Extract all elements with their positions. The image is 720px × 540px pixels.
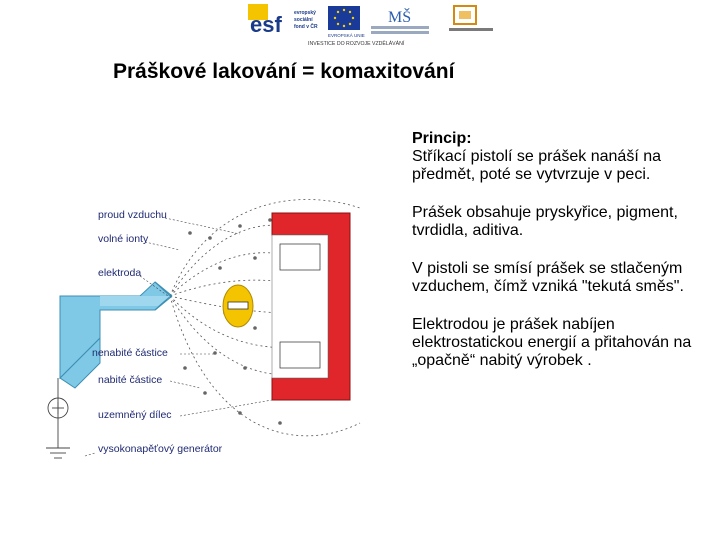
label-uncharged-particles: nenabité částice [92,347,168,359]
svg-text:esf: esf [250,12,282,37]
label-free-ions: volné ionty [98,233,149,245]
label-grounded-part: uzemněný dílec [98,409,172,421]
header-logos [246,0,496,48]
principle-heading: Princip: [412,130,472,147]
esf-text-line-3: fond v ČR [294,24,318,30]
mixing-paragraph: V pistoli se smísí prášek se stlačeným vzduchem, čímž vzniká "tekutá směs". [412,260,684,295]
spray-gun [60,282,172,388]
label-charged-particles: nabité částice [98,374,163,386]
msmt-logo [371,7,429,34]
esf-text-line-2: sociální [294,17,313,23]
esf-logo [248,4,318,37]
composition-paragraph: Prášek obsahuje pryskyřice, pigment, tvrdidla, aditiva. [412,204,678,239]
label-electrode: elektroda [98,267,142,279]
principle-paragraph [412,130,712,184]
eu-flag-logo [328,6,365,38]
text-column [412,130,712,390]
op-vk-logo [449,6,493,31]
powder-coating-diagram [40,178,400,478]
label-hv-generator: vysokonapěťový generátor [98,443,223,455]
esf-text-line-1: evropský [294,10,316,16]
page-title: Práškové lakování = komaxitování [113,60,455,83]
tagline: INVESTICE DO ROZVOJE VZDĚLÁVÁNÍ [308,41,405,47]
label-air-flow: proud vzduchu [98,209,167,221]
eu-text: EVROPSKÁ UNIE [328,33,365,38]
negative-charge-symbol [223,285,253,327]
grounded-workpiece [272,213,350,400]
ground-symbol [46,378,70,458]
svg-text:MŠ: MŠ [388,9,412,26]
charging-paragraph: Elektrodou je prášek nabíjen elektrostatickou energií a přitahován na „opačně“ nabitý výrobek . [412,316,692,369]
principle-body: Stříkací pistolí se prášek nanáší na předmět, poté se vytvrzuje v peci. [412,148,662,183]
